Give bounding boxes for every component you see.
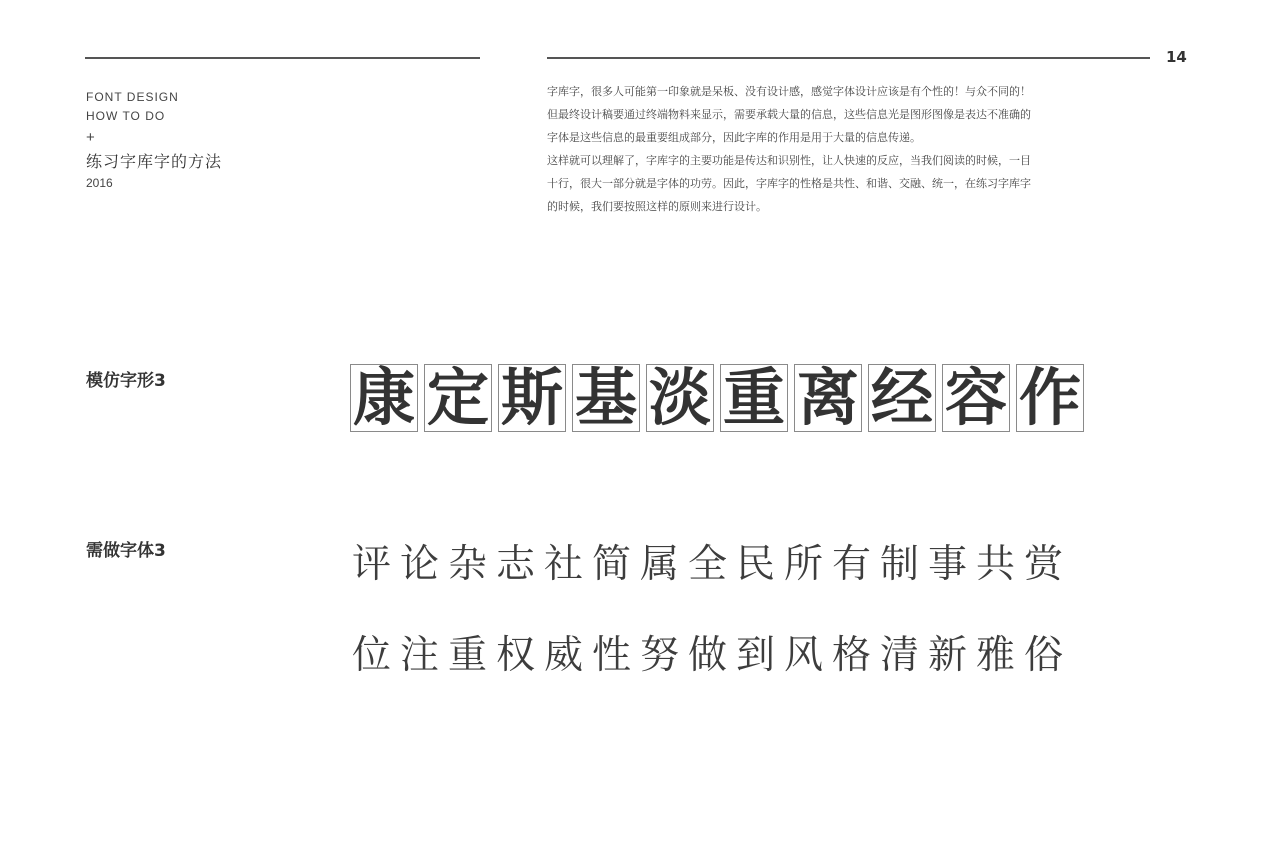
header-title: 练习字库字的方法 [86,152,223,171]
intro-line: 但最终设计稿要通过终端物料来显示，需要承载大量的信息，这些信息光是图形图像是表达不准确的 [547,108,1031,121]
boxed-char: 康 [350,364,418,432]
boxed-char: 经 [868,364,936,432]
boxed-char: 离 [794,364,862,432]
header-rule-left [85,57,480,59]
header-year: 2016 [86,176,113,190]
section-label-todo: 需做字体3 [86,541,166,561]
intro-paragraph [547,80,1147,218]
intro-line: 十行，很大一部分就是字体的功劳。因此，字库字的性格是共性、和谐、交融、统一，在练习字库字 [547,177,1031,190]
intro-line: 的时候，我们要按照这样的原则来进行设计。 [547,200,767,213]
boxed-char: 淡 [646,364,714,432]
boxed-char: 作 [1016,364,1084,432]
intro-line: 这样就可以理解了，字库字的主要功能是传达和识别性，让人快速的反应，当我们阅读的时候，一目 [547,154,1031,167]
header-block [86,88,222,192]
boxed-char: 基 [572,364,640,432]
header-rule-right [547,57,1150,59]
imitation-char-row [350,361,1084,434]
header-line-font-design: FONT DESIGN [86,90,179,104]
header-plus: + [86,129,95,146]
section-label-imitate: 模仿字形3 [86,371,166,391]
boxed-char: 容 [942,364,1010,432]
page-number: 14 [1166,48,1187,66]
boxed-char: 重 [720,364,788,432]
header-line-how-to-do: HOW TO DO [86,109,166,123]
intro-line: 字体是这些信息的最重要组成部分，因此字库的作用是用于大量的信息传递。 [547,131,921,144]
boxed-char: 定 [424,364,492,432]
boxed-char: 斯 [498,364,566,432]
practice-text-row-1: 评论杂志社简属全民所有制事共赏 [352,542,1073,587]
practice-text-row-2: 位注重权威性努做到风格清新雅俗 [352,633,1073,678]
intro-line: 字库字，很多人可能第一印象就是呆板、没有设计感，感觉字体设计应该是有个性的！与众不同的！ [547,85,1031,98]
